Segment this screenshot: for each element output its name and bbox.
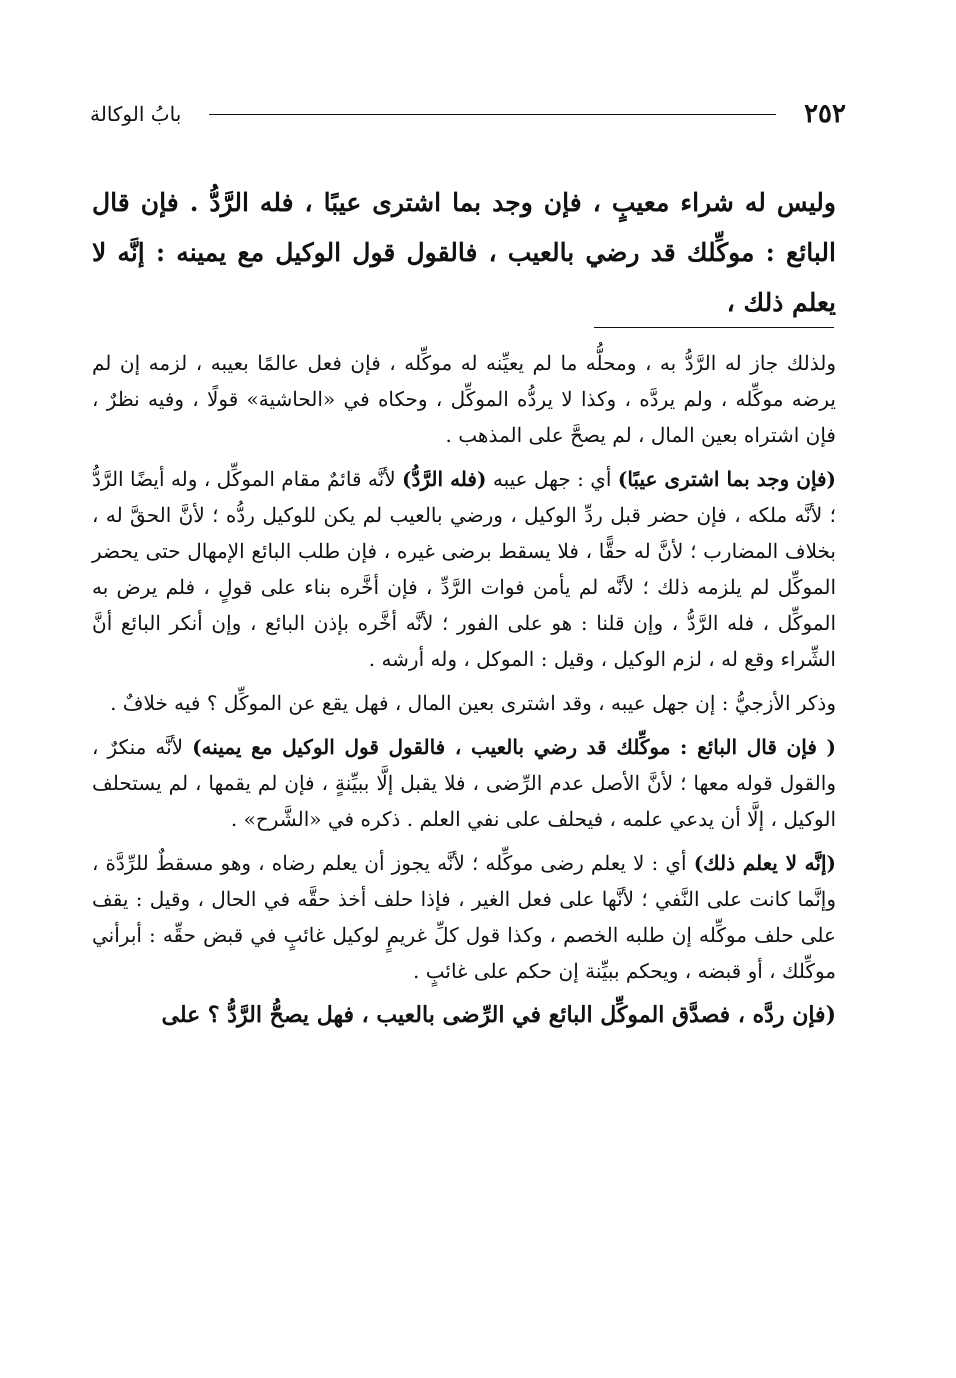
page-header: [90, 94, 846, 134]
commentary-paragraph: [92, 685, 836, 721]
commentary: [92, 345, 836, 1042]
commentary-paragraph: [92, 345, 836, 453]
chapter-title: بابُ الوكالة: [90, 102, 182, 126]
header-rule: [209, 114, 776, 115]
text-divider: [594, 327, 834, 328]
quoted-lemma: (فإن وجد بما اشترى عيبًا): [617, 467, 837, 491]
main-text: وليس له شراء معيبٍ ، فإن وجد بما اشترى عيبًا ، فله الرَّدُّ . فإن قال البائع : موكِّلك قد رضي بالعيب ، فالقول قول الوكيل مع يمينه : إنَّه لا يعلم ذلك ،: [92, 188, 836, 317]
commentary-paragraph: [92, 997, 836, 1034]
quoted-lemma: (فله الرَّدُّ): [402, 467, 487, 491]
commentary-paragraph: [92, 461, 836, 677]
commentary-text: ولذلك جاز له الرَّدُّ به ، ومحلُّه ما لم يعيِّنه له موكِّله ، فإن فعل عالمًا بعيبه ، لزمه إن لم يرضه موكِّله ، ولم يردَّه ، وكذا لا يردُّه الموكِّل ، وحكاه في «الحاشية» قولًا ، وفيه نظرٌ ، فإن اشتراه بعين المال ، لم يصحَّ على المذهب .: [92, 351, 836, 447]
commentary-text: لأنَّه قائمٌ مقام الموكِّل ، وله أيضًا الرَّدُّ ؛ لأنَّه ملكه ، فإن حضر قبل ردِّ الوكيل ، ورضي بالعيب لم يكن للوكيل ردُّه ؛ لأنَّ الحقَّ له ، بخلاف المضارب ؛ لأنَّ له حقًّا ، فلا يسقط برضى غيره ، فإن طلب البائع الإمهال حتى يحضر الموكِّل لم يلزمه ذلك ؛ لأنَّه لم يأمن فوات الرَّدِّ ، فإن أخَّره بناء على قولٍ ، فلم يرض به الموكِّل ، فله الرَّدُّ ، وإن قلنا : هو على الفور ؛ لأنَّه أخَّره بإذن البائع ، وإن أنكر البائع أنَّ الشِّراء وقع له ، لزم الوكيل ، وقيل : الموكل ، وله أرشه .: [92, 467, 836, 671]
commentary-text: لأنَّه منكرٌ ، والقول قوله معها ؛ لأنَّ الأصل عدم الرِّضى ، فلا يقبل إلَّا ببيِّنةٍ ، فإن لم يقمها ، لم يستحلف الوكيل ، إلَّا أن يدعي علمه ، فيحلف على نفي العلم . ذكره في «الشَّرح» .: [92, 735, 836, 831]
quoted-lemma: (إنَّه لا يعلم ذلك): [693, 851, 836, 875]
commentary-text: وذكر الأزجيُّ : إن جهل عيبه ، وقد اشترى بعين المال ، فهل يقع عن الموكِّل ؟ فيه خلافٌ .: [110, 691, 836, 715]
quoted-lemma: ( فإن قال البائع : موكِّلك قد رضي بالعيب ، فالقول قول الوكيل مع يمينه): [192, 735, 836, 759]
commentary-paragraph: [92, 729, 836, 837]
page-number: ٢٥٢: [804, 99, 846, 129]
quoted-lemma: (فإن ردَّه ، فصدَّق الموكِّل البائع في الرِّضى بالعيب ، فهل يصحُّ الرَّدُّ ؟ على: [161, 1002, 836, 1028]
commentary-text: أي : جهل عيبه: [486, 467, 618, 491]
commentary-text: أي : لا يعلم رضى موكِّله ؛ لأنَّه يجوز أن يعلم رضاه ، وهو مسقطٌ للرِّدَّة ، وإنَّما كانت على النَّفي ؛ لأنَّها على فعل الغير ، فإذا حلف أخذ حقَّه في الحال ، وقيل : يقف على حلف موكِّله إن طلبه الخصم ، وكذا قول كلِّ غريمٍ لوكيل غائبٍ في قبض حقِّه : أبرأني موكِّلك ، أو قبضه ، ويحكم ببيِّنة إن حكم على غائبٍ .: [92, 851, 836, 983]
commentary-paragraph: [92, 845, 836, 989]
